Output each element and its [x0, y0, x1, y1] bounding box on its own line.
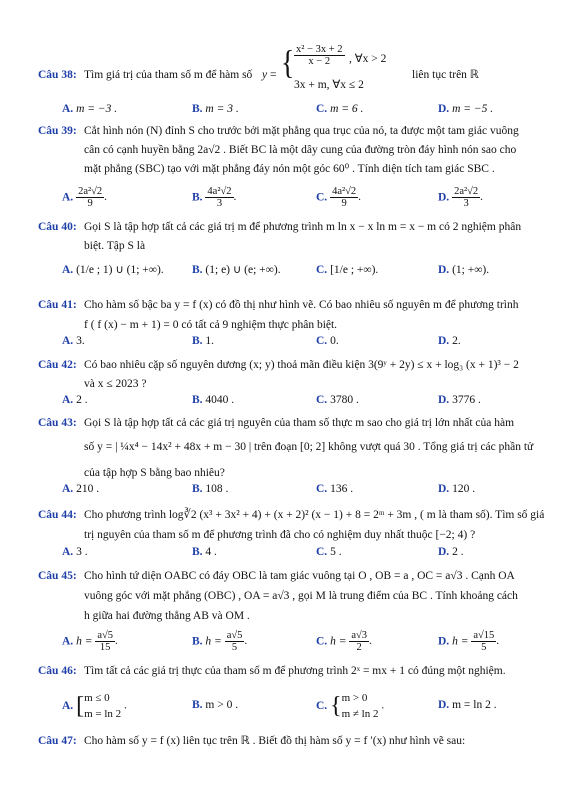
question-line-2: f ( f (x) − m + 1) = 0 có tất cả 9 nghiệm thực phân biệt.	[84, 319, 338, 331]
piece1-fraction: $\frac{\text{x² − 3x + 2}}{x - 2}$	[296, 44, 343, 67]
option-c[interactable]: C. m = 6 .	[316, 103, 364, 115]
question-number: Câu 40:	[38, 221, 77, 233]
question-text: Cho hàm số y = f (x) liên tục trên ℝ . Biết đồ thị hàm số y = f ′(x) như hình vẽ sau:	[84, 735, 466, 747]
option-b[interactable]: B. h = $\frac{a√5}{5}$ .	[192, 630, 248, 653]
option-a[interactable]: A. $\frac{\text{2a²√2}}{9}$ .	[62, 186, 108, 209]
question-line-2: biệt. Tập S là	[84, 240, 146, 252]
question-line-1: Gọi S là tập hợp tất cả các giá trị m để phương trình m ln x − x ln m = x − m có 2 nghiệm phân	[84, 221, 522, 233]
option-d[interactable]: D. h = $\frac{a√15}{5}$ .	[438, 630, 500, 653]
option-d[interactable]: D. (1; +∞).	[438, 264, 490, 276]
question-line-1: Cho phương trình log∛2 (x³ + 3x² + 4) + (x + 2)² (x − 1) + 8 = 2ᵐ + 3m , ( m là tham số). Tìm số giá	[84, 509, 545, 521]
question-text: Tìm giá trị của tham số m để hàm số	[84, 69, 253, 81]
question-line-2: cân có cạnh huyền bằng 2a√2 . Biết BC là một dây cung của đường tròn đáy hình nón sao cho	[84, 144, 517, 156]
question-number: Câu 43:	[38, 417, 77, 429]
option-a[interactable]: A. m = −3 .	[62, 103, 118, 115]
option-a[interactable]: A. 3 .	[62, 546, 88, 558]
option-a[interactable]: A. h = $\frac{a√5}{15}$ .	[62, 630, 118, 653]
piece2: 3x + m, ∀x ≤ 2	[294, 79, 364, 91]
option-b[interactable]: B. $\frac{\text{4a²√2}}{3}$ .	[192, 186, 237, 209]
question-line-1: Có bao nhiêu cặp số nguyên dương (x; y) thoả mãn điều kiện 3(9ʸ + 2y) ≤ x + log₃ (x + 1)³ − 2	[84, 359, 519, 371]
question-line-3: mặt phẳng (SBC) tạo với mặt phẳng đáy nón một góc 60⁰ . Tính diện tích tam giác SBC .	[84, 163, 495, 175]
option-c[interactable]: C. $\frac{\text{4a²√2}}{9}$ .	[316, 186, 362, 209]
question-line-2: vuông góc với mặt phẳng (OBC) , OA = a√3 , gọi M là trung điểm của BC . Tính khoảng cách	[84, 590, 518, 602]
piece1-condition: , ∀x > 2	[349, 53, 387, 65]
question-line-1: Cho hình tứ diện OABC có đáy OBC là tam giác vuông tại O , OB = a , OC = a√3 . Cạnh OA	[84, 570, 515, 582]
option-b[interactable]: B. m = 3 .	[192, 103, 239, 115]
question-line-1: Cắt hình nón (N) đỉnh S cho trước bởi mặt phẳng qua trục của nó, ta được một tam giác vuông	[84, 125, 519, 137]
option-d[interactable]: D. 2 .	[438, 546, 464, 558]
question-number: Câu 42:	[38, 359, 77, 371]
option-a[interactable]: A. (1/e ; 1) ∪ (1; +∞).	[62, 264, 164, 276]
option-d[interactable]: D. m = −5 .	[438, 103, 494, 115]
question-number: Câu 38:	[38, 69, 77, 81]
question-number: Câu 39:	[38, 125, 77, 137]
option-c[interactable]: C. 5 .	[316, 546, 342, 558]
option-b[interactable]: B. 1.	[192, 335, 215, 347]
option-b[interactable]: B. 4 .	[192, 546, 217, 558]
question-line-2: số y = | ¼x⁴ − 14x² + 48x + m − 30 | trên đoạn [0; 2] không vượt quá 30 . Tổng giá trị các phần tử	[84, 441, 534, 453]
option-d[interactable]: D. 2.	[438, 335, 461, 347]
question-line-3: h giữa hai đường thẳng AB và OM .	[84, 610, 250, 622]
question-line-1: Cho hàm số bậc ba y = f (x) có đồ thị như hình vẽ. Có bao nhiêu số nguyên m để phương trình	[84, 299, 519, 311]
question-tail: liên tục trên ℝ	[412, 69, 479, 81]
option-a[interactable]: A. [ m ≤ 0 m = ln 2 .	[62, 692, 127, 720]
option-b[interactable]: B. 4040 .	[192, 394, 235, 406]
question-number: Câu 46:	[38, 665, 77, 677]
question-number: Câu 44:	[38, 509, 77, 521]
option-c[interactable]: C. 136 .	[316, 483, 354, 495]
question-text: Tìm tất cả các giá trị thực của tham số m để phương trình 2ˣ = mx + 1 có đúng một nghiệm.	[84, 665, 506, 677]
question-line-3: của tập hợp S bằng bao nhiêu?	[84, 467, 225, 479]
option-d[interactable]: D. m = ln 2 .	[438, 699, 497, 711]
question-line-2: và x ≤ 2023 ?	[84, 378, 147, 390]
option-c[interactable]: C. 0.	[316, 335, 339, 347]
option-d[interactable]: D. 120 .	[438, 483, 476, 495]
option-d[interactable]: D. 3776 .	[438, 394, 481, 406]
option-a[interactable]: A. 210 .	[62, 483, 100, 495]
option-c[interactable]: C. [1/e ; +∞).	[316, 264, 379, 276]
question-number: Câu 45:	[38, 570, 77, 582]
option-b[interactable]: B. 108 .	[192, 483, 229, 495]
question-line-2: trị nguyên của tham số m để phương trình đã cho có nghiệm duy nhất thuộc [−2; 4) ?	[84, 529, 476, 541]
option-a[interactable]: A. 3.	[62, 335, 85, 347]
option-b[interactable]: B. m > 0 .	[192, 699, 239, 711]
option-c[interactable]: C. 3780 .	[316, 394, 359, 406]
function-label: y =	[262, 69, 277, 81]
option-d[interactable]: D. $\frac{\text{2a²√2}}{3}$ .	[438, 186, 484, 209]
option-a[interactable]: A. 2 .	[62, 394, 88, 406]
question-number: Câu 47:	[38, 735, 77, 747]
question-line-1: Gọi S là tập hợp tất cả các giá trị nguyên của tham số thực m sao cho giá trị lớn nhất của hàm	[84, 417, 515, 429]
question-number: Câu 41:	[38, 299, 77, 311]
option-c[interactable]: C. { m > 0 m ≠ ln 2 .	[316, 692, 385, 720]
option-c[interactable]: C. h = $\frac{a√3}{2}$ .	[316, 630, 372, 653]
option-b[interactable]: B. (1; e) ∪ (e; +∞).	[192, 264, 281, 276]
piecewise-brace: {	[281, 44, 295, 82]
